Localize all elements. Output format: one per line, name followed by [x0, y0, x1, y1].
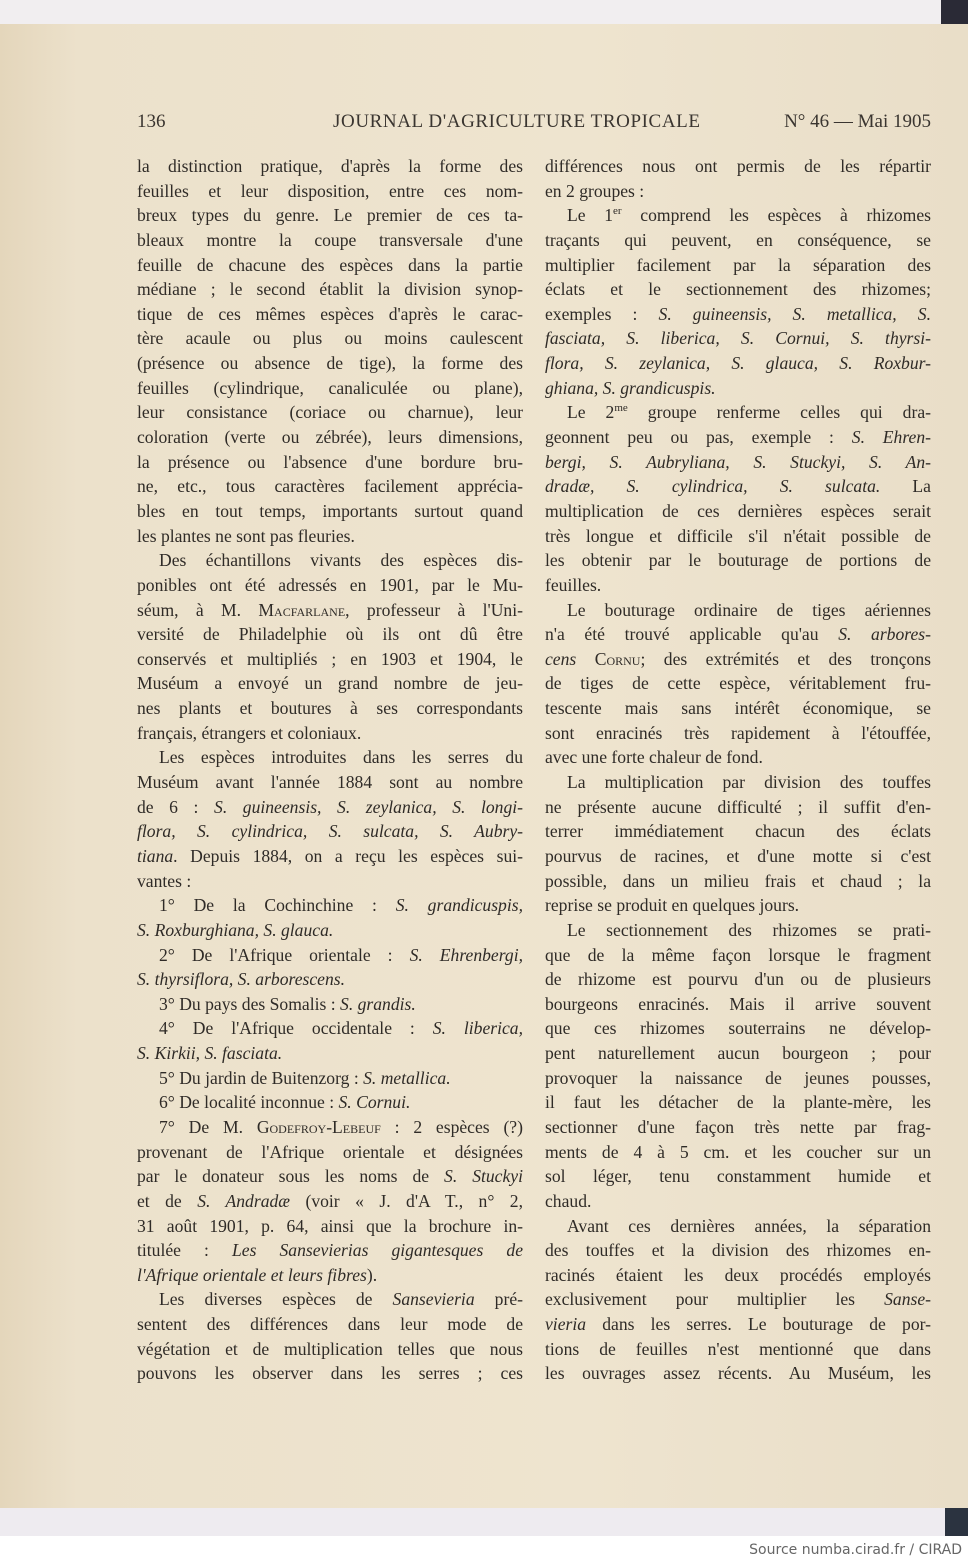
text-line [545, 622, 931, 647]
text-run: 6° De localité inconnue : [159, 1092, 339, 1113]
text-run: Les diverses espèces de [159, 1289, 393, 1310]
text-run: 31 août 1901, p. 64, ainsi que la brochure in- [137, 1215, 523, 1236]
text-line [137, 1312, 523, 1337]
journal-title: JOURNAL D'AGRICULTURE TROPICALE [333, 111, 701, 132]
text-run: provenant de l'Afrique orientale et désignées [137, 1141, 523, 1162]
text-run: reprise se produit en quelques jours. [545, 895, 800, 916]
text-run: feuilles. [545, 574, 602, 595]
text-run: Le 1 [567, 205, 614, 226]
text-run: vantes : [137, 870, 192, 891]
text-line [545, 598, 931, 623]
text-run: feuilles et leur disposition, entre ces nom- [137, 180, 523, 201]
text-run: pré- [474, 1289, 523, 1310]
text-run: possible, dans un milieu frais et chaud ; la [545, 870, 931, 891]
text-line [545, 1312, 931, 1337]
italic-text: S. grandicuspis, [395, 895, 523, 916]
text-line [545, 745, 931, 770]
text-run: nes plants et boutures à ses correspondants [137, 698, 523, 719]
author-name: Cornu [594, 648, 641, 669]
text-line [137, 1287, 523, 1312]
text-line [545, 918, 931, 943]
text-line [545, 671, 931, 696]
text-line [545, 450, 931, 475]
text-run: par le donateur sous les noms de [137, 1166, 445, 1187]
text-line [137, 302, 523, 327]
text-line [137, 326, 523, 351]
italic-text: S. Ehrenbergi, [409, 944, 524, 965]
italic-text: ghiana, S. grandicuspis. [545, 377, 716, 398]
text-line [545, 499, 931, 524]
text-line [137, 400, 523, 425]
binding-edge [941, 0, 968, 24]
text-run: il faut les détacher de la plante-mère, les [545, 1092, 931, 1113]
text-run: Le sectionnement des rhizomes se prati- [567, 919, 931, 940]
scan-top-margin [0, 0, 968, 24]
text-run: que de la même façon lorsque le fragment [545, 944, 931, 965]
text-line [545, 1263, 931, 1288]
text-run: ments de 4 à 5 cm. et les coucher sur un [545, 1141, 931, 1162]
text-line [545, 992, 931, 1017]
text-line [545, 474, 931, 499]
text-line [137, 893, 523, 918]
italic-text: S. Stuckyi [444, 1166, 523, 1187]
text-run: multiplier facilement par la séparation des [545, 254, 931, 275]
text-line [137, 721, 523, 746]
text-line [545, 425, 931, 450]
page-number: 136 [137, 111, 166, 132]
text-run: avec une forte chaleur de fond. [545, 747, 763, 768]
text-line [545, 376, 931, 401]
text-line [545, 1238, 931, 1263]
text-run: éclats et le sectionnement des rhizomes; [545, 279, 931, 300]
text-run: exemples : [545, 303, 659, 324]
text-run: ; des extrémités et des tronçons [640, 648, 931, 669]
italic-text: S. Roxburghiana, S. glauca. [137, 919, 334, 940]
text-line [545, 400, 931, 425]
text-run: Des échantillons vivants des espèces dis- [159, 550, 523, 571]
text-line [137, 154, 523, 179]
text-line [137, 844, 523, 869]
text-run: différences nous ont permis de les répartir [545, 156, 931, 176]
text-line [137, 1189, 523, 1214]
text-line [137, 1337, 523, 1362]
italic-text: S. liberica, [432, 1018, 523, 1039]
text-run: en 2 groupes : [545, 180, 645, 201]
italic-text: S. guineensis, S. zeylanica, S. longi- [214, 796, 523, 817]
text-line [137, 869, 523, 894]
text-run: sol léger, tenu constamment humide et [545, 1166, 931, 1187]
text-line [545, 1115, 931, 1140]
text-run: terrer immédiatement chacun des éclats [545, 821, 931, 842]
text-run: tique de ces mêmes espèces d'après le carac- [137, 303, 523, 324]
italic-text: S. guineensis, S. metallica, S. [658, 303, 931, 324]
text-line [137, 647, 523, 672]
text-run: 1° De la Cochinchine : [159, 895, 396, 916]
text-line [137, 943, 523, 968]
italic-text: cens [545, 648, 577, 669]
text-line [137, 179, 523, 204]
text-run: leur consistance (coriace ou charnue), leur [137, 402, 523, 423]
text-run: tère acaule ou plus ou moins caulescent [137, 328, 523, 349]
text-line [137, 228, 523, 253]
text-run: feuilles (cylindrique, canaliculée ou plane), [137, 377, 523, 398]
text-line [545, 1066, 931, 1091]
text-line [545, 967, 931, 992]
text-line [137, 1066, 523, 1091]
text-line [545, 1016, 931, 1041]
italic-text: flora, S. zeylanica, S. glauca, S. Roxbur- [545, 353, 931, 374]
superscript: er [613, 205, 622, 218]
text-run: pouvons les observer dans les serres ; ces [137, 1363, 523, 1384]
text-line [137, 425, 523, 450]
text-line [545, 696, 931, 721]
text-line [545, 573, 931, 598]
text-line [545, 721, 931, 746]
italic-text: tiana [137, 845, 174, 866]
text-line [545, 647, 931, 672]
italic-text: Sanse- [884, 1289, 931, 1310]
text-line [545, 795, 931, 820]
italic-text: Sansevieria [392, 1289, 475, 1310]
text-run: Muséum avant l'année 1884 sont au nombre [137, 772, 523, 793]
text-run: les plantes ne sont pas fleuries. [137, 525, 355, 546]
text-run: Muséum a envoyé un grand nombre de jeu- [137, 673, 523, 694]
italic-text: l'Afrique orientale et leurs fibres [137, 1264, 367, 1285]
text-line [137, 1164, 523, 1189]
text-line [137, 376, 523, 401]
text-line [545, 1337, 931, 1362]
text-line [545, 277, 931, 302]
text-run: pent naturellement aucun bourgeon ; pour [545, 1043, 931, 1064]
text-line [545, 203, 931, 228]
text-run: . Depuis 1884, on a reçu les espèces sui- [173, 845, 523, 866]
text-run: 5° Du jardin de Buitenzorg : [159, 1067, 364, 1088]
text-line [545, 1164, 931, 1189]
text-line [137, 918, 523, 943]
text-run: (présence ou absence de tige), la forme des [137, 353, 523, 374]
text-run: La multiplication par division des touffes [567, 772, 931, 793]
text-line [137, 622, 523, 647]
text-line [545, 819, 931, 844]
italic-text: S. metallica. [363, 1067, 451, 1088]
text-run: groupe renferme celles qui dra- [627, 402, 931, 423]
text-line [137, 253, 523, 278]
text-run: séum, à M. [137, 599, 259, 620]
text-run: 7° De M. [159, 1116, 257, 1137]
text-run: 4° De l'Afrique occidentale : [159, 1018, 433, 1039]
text-line [545, 548, 931, 573]
text-line [545, 179, 931, 204]
text-run: breux types du genre. Le premier de ces ta- [137, 205, 523, 226]
italic-text: S. Cornui. [338, 1092, 411, 1113]
text-line [137, 1238, 523, 1263]
text-line [545, 1287, 931, 1312]
text-run: la distinction pratique, d'après la forme des [137, 156, 523, 176]
text-line [137, 1214, 523, 1239]
text-run: bles en tout temps, importants surtout quand [137, 500, 523, 521]
text-line [137, 671, 523, 696]
text-line [545, 1140, 931, 1165]
text-line [545, 253, 931, 278]
text-run: La [880, 476, 931, 497]
text-run: conservés et multipliés ; en 1903 et 1904, le [137, 648, 523, 669]
text-line [545, 844, 931, 869]
text-line [545, 326, 931, 351]
text-run: coloration (verte ou zébrée), leurs dimensions, [137, 427, 523, 448]
author-name: Macfarlane [258, 599, 346, 620]
text-line [137, 277, 523, 302]
text-run: ne présente aucune difficulté ; il suffit d'en- [545, 796, 931, 817]
text-run: geonnent peu ou pas, exemple : [545, 427, 852, 448]
text-run: tions de feuilles n'est mentionné que dans [545, 1338, 931, 1359]
text-line [137, 573, 523, 598]
text-line [545, 1361, 931, 1386]
text-run: 3° Du pays des Somalis : [159, 993, 341, 1014]
text-line [137, 696, 523, 721]
text-line [545, 943, 931, 968]
text-run: versité de Philadelphie où ils ont dû être [137, 624, 523, 645]
text-run: pourvus de racines, et d'une motte si c'est [545, 845, 931, 866]
text-run: n'a été trouvé applicable qu'au [545, 624, 839, 645]
text-line [545, 154, 931, 179]
text-run: feuille de chacune des espèces dans la partie [137, 254, 523, 275]
right-column [545, 154, 931, 1386]
text-line [137, 1361, 523, 1386]
text-run: ). [366, 1264, 378, 1285]
text-run: racinés étaient les deux procédés employés [545, 1264, 931, 1285]
author-name: Godefroy-Lebeuf [256, 1116, 381, 1137]
text-line [137, 1016, 523, 1041]
text-run [576, 649, 594, 669]
italic-text: dradæ, S. cylindrica, S. sulcata. [545, 476, 881, 497]
text-run: comprend les espèces à rhizomes [621, 205, 931, 226]
text-run: multiplication de ces dernières espèces serait [545, 500, 931, 521]
italic-text: vieria [545, 1314, 587, 1335]
text-run: bourgeons enracinés. Mais il arrive souvent [545, 993, 931, 1014]
text-run: français, étrangers et coloniaux. [137, 722, 362, 743]
text-line [137, 450, 523, 475]
text-run: et de [137, 1190, 198, 1211]
text-run: de 6 : [137, 796, 215, 817]
text-run: : 2 espèces (?) [380, 1116, 523, 1137]
text-run: Les espèces introduites dans les serres du [159, 747, 523, 768]
text-run: de rhizome est pourvu d'un ou de plusieurs [545, 969, 931, 990]
text-line [137, 499, 523, 524]
issue-date: N° 46 — Mai 1905 [784, 111, 931, 132]
text-run: titulée : [137, 1240, 232, 1261]
text-run: sentent des différences dans leur mode de [137, 1314, 523, 1335]
text-line [545, 1041, 931, 1066]
text-run: médiane ; le second établit la division synop- [137, 279, 523, 300]
text-run: dans les serres. Le bouturage de por- [586, 1314, 931, 1335]
source-credit: Source numba.cirad.fr / CIRAD [749, 1542, 962, 1558]
text-run: Le bouturage ordinaire de tiges aériennes [567, 599, 931, 620]
text-line [137, 1140, 523, 1165]
text-run: (voir « J. d'A T., n° 2, [290, 1190, 523, 1211]
text-line [137, 745, 523, 770]
scan-bottom-margin [0, 1508, 968, 1536]
text-run: exclusivement pour multiplier les [545, 1289, 885, 1310]
text-run: de tiges de cette espèce, véritablement fru- [545, 673, 931, 694]
italic-text: bergi, S. Aubryliana, S. Stuckyi, S. An- [545, 451, 931, 472]
text-line [545, 302, 931, 327]
text-line [137, 1115, 523, 1140]
text-line [137, 967, 523, 992]
text-line [545, 1214, 931, 1239]
italic-text: S. grandis. [340, 993, 416, 1014]
text-line [545, 1189, 931, 1214]
text-run: chaud. [545, 1190, 592, 1211]
text-line [137, 524, 523, 549]
text-line [137, 795, 523, 820]
italic-text: S. Ehren- [851, 427, 932, 448]
text-line [545, 1090, 931, 1115]
text-line [545, 893, 931, 918]
text-run: 2° De l'Afrique orientale : [159, 944, 410, 965]
text-line [137, 992, 523, 1017]
text-line [545, 869, 931, 894]
italic-text: S. Kirkii, S. fasciata. [137, 1043, 283, 1064]
text-run: ne, etc., tous caractères facilement apprécia- [137, 476, 523, 497]
text-line [137, 1041, 523, 1066]
text-line [137, 203, 523, 228]
text-line [137, 598, 523, 623]
text-line [545, 351, 931, 376]
superscript: me [614, 402, 628, 415]
italic-text: fasciata, S. liberica, S. Cornui, S. thyrsi- [545, 328, 931, 349]
text-run: bleaux montre la coupe transversale d'une [137, 229, 523, 250]
italic-text: S. arbores- [838, 624, 931, 645]
text-run: tescente mais sans intérêt économique, se [545, 698, 931, 719]
text-run: , professeur à l'Uni- [345, 599, 523, 620]
text-line [545, 770, 931, 795]
text-line [137, 351, 523, 376]
text-run: sont enracinés très rapidement à l'étouffée, [545, 722, 931, 743]
text-line [137, 770, 523, 795]
text-run: Avant ces dernières années, la séparation [567, 1215, 931, 1236]
text-line [137, 548, 523, 573]
text-run: provoquer la naissance de jeunes pousses, [545, 1067, 931, 1088]
left-column [137, 154, 523, 1386]
text-run: très longue et difficile s'il n'était possible de [545, 525, 931, 546]
italic-text: Les Sansevierias gigantesques de [231, 1240, 524, 1261]
text-run: traçants qui peuvent, en conséquence, se [545, 229, 931, 250]
italic-text: S. Andradæ [197, 1190, 291, 1211]
italic-text: S. thyrsiflora, S. arborescens. [137, 969, 346, 990]
text-line [137, 474, 523, 499]
text-run: les obtenir par le bouturage de portions de [545, 550, 931, 571]
text-run: Le 2 [567, 402, 615, 423]
text-line [545, 228, 931, 253]
text-run: la présence ou l'absence d'une bordure bru- [137, 451, 523, 472]
text-line [545, 524, 931, 549]
text-line [137, 1263, 523, 1288]
binding-edge [945, 1508, 968, 1536]
running-header [137, 111, 931, 135]
text-run: des touffes et la division des rhizomes en- [545, 1240, 931, 1261]
text-run: sectionner d'une façon très nette par frag- [545, 1116, 931, 1137]
italic-text: flora, S. cylindrica, S. sulcata, S. Aubry- [137, 821, 523, 842]
text-line [137, 819, 523, 844]
text-run: ponibles ont été adressés en 1901, par le Mu- [137, 574, 523, 595]
text-run: que ces rhizomes souterrains ne dévelop- [545, 1018, 931, 1039]
text-run: les ouvrages assez récents. Au Muséum, les [545, 1363, 931, 1384]
text-run: végétation et de multiplication telles que nous [137, 1338, 523, 1359]
text-line [137, 1090, 523, 1115]
